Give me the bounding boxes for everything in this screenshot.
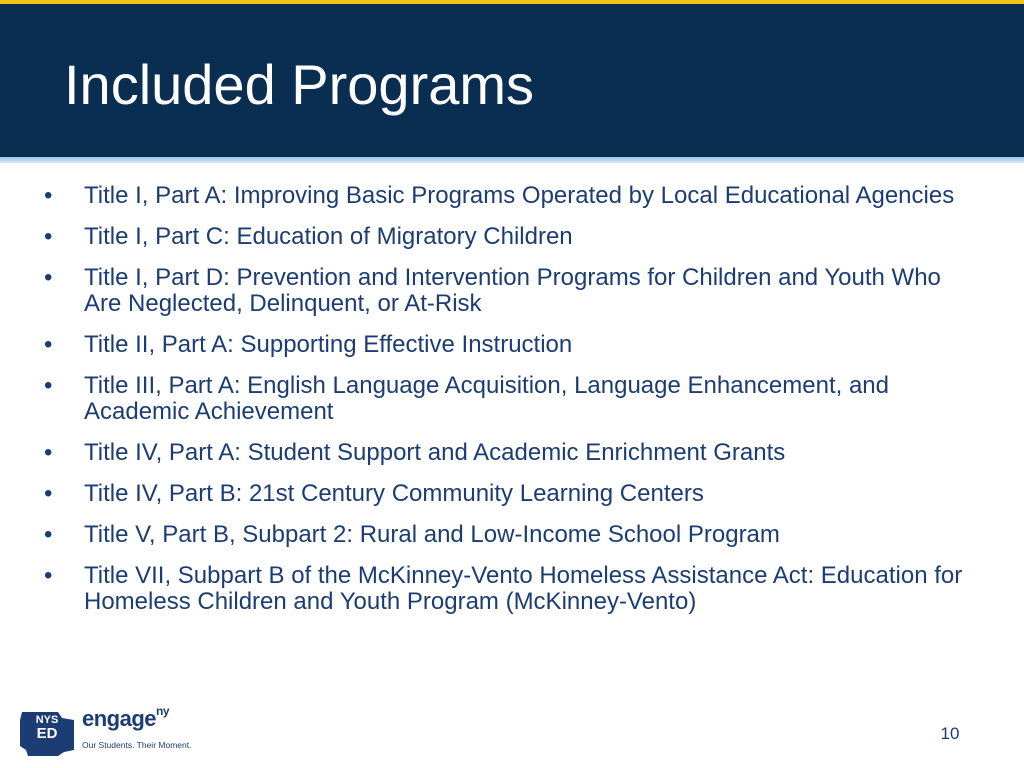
bullet-icon: • [44, 223, 53, 250]
list-item [0, 183, 980, 209]
title-bar [0, 4, 1024, 157]
list-item [0, 563, 980, 615]
list-item-text: Title I, Part A: Improving Basic Programs Operated by Local Educational Agencies [84, 182, 955, 209]
brand-super: ny [156, 704, 170, 718]
list-item [0, 373, 980, 425]
bullet-icon: • [44, 372, 53, 399]
list-item [0, 224, 980, 250]
bullet-icon: • [44, 182, 53, 209]
bullet-icon: • [44, 562, 53, 589]
bullet-icon: • [44, 439, 53, 466]
bullet-icon: • [44, 521, 53, 548]
list-item-text: Title I, Part D: Prevention and Intervention Programs for Children and Youth Who Are Neglected, Delinquent, or At-Risk [84, 264, 941, 317]
seal-line-ed: ED [36, 725, 58, 742]
list-item [0, 332, 980, 358]
list-item-text: Title VII, Subpart B of the McKinney-Vento Homeless Assistance Act: Education for Homeless Children and Youth Program (McKinney-Vento) [84, 562, 963, 615]
list-item-text: Title IV, Part B: 21st Century Community Learning Centers [84, 480, 704, 507]
bullet-icon: • [44, 331, 53, 358]
seal-text [30, 714, 64, 742]
list-item-text: Title III, Part A: English Language Acquisition, Language Enhancement, and Academic Achievement [84, 372, 889, 425]
bullet-icon: • [44, 480, 53, 507]
brand-name [82, 706, 169, 732]
list-item [0, 522, 980, 548]
list-item-text: Title IV, Part A: Student Support and Academic Enrichment Grants [84, 439, 786, 466]
page-number: 10 [940, 724, 960, 743]
bullet-icon: • [44, 264, 53, 291]
seal-line-nys: NYS [35, 714, 59, 726]
list-item [0, 481, 980, 507]
program-list [0, 183, 980, 630]
engageny-logo [18, 704, 198, 756]
list-item-text: Title V, Part B, Subpart 2: Rural and Low-Income School Program [84, 521, 780, 548]
list-item-text: Title I, Part C: Education of Migratory Children [84, 223, 573, 250]
list-item [0, 265, 980, 317]
list-item-text: Title II, Part A: Supporting Effective Instruction [84, 331, 573, 358]
brand-main: engage [82, 706, 157, 731]
brand-tagline: Our Students. Their Moment. [82, 740, 192, 750]
title-underline [0, 157, 1024, 163]
list-item [0, 440, 980, 466]
slide-title: Included Programs [64, 53, 535, 116]
